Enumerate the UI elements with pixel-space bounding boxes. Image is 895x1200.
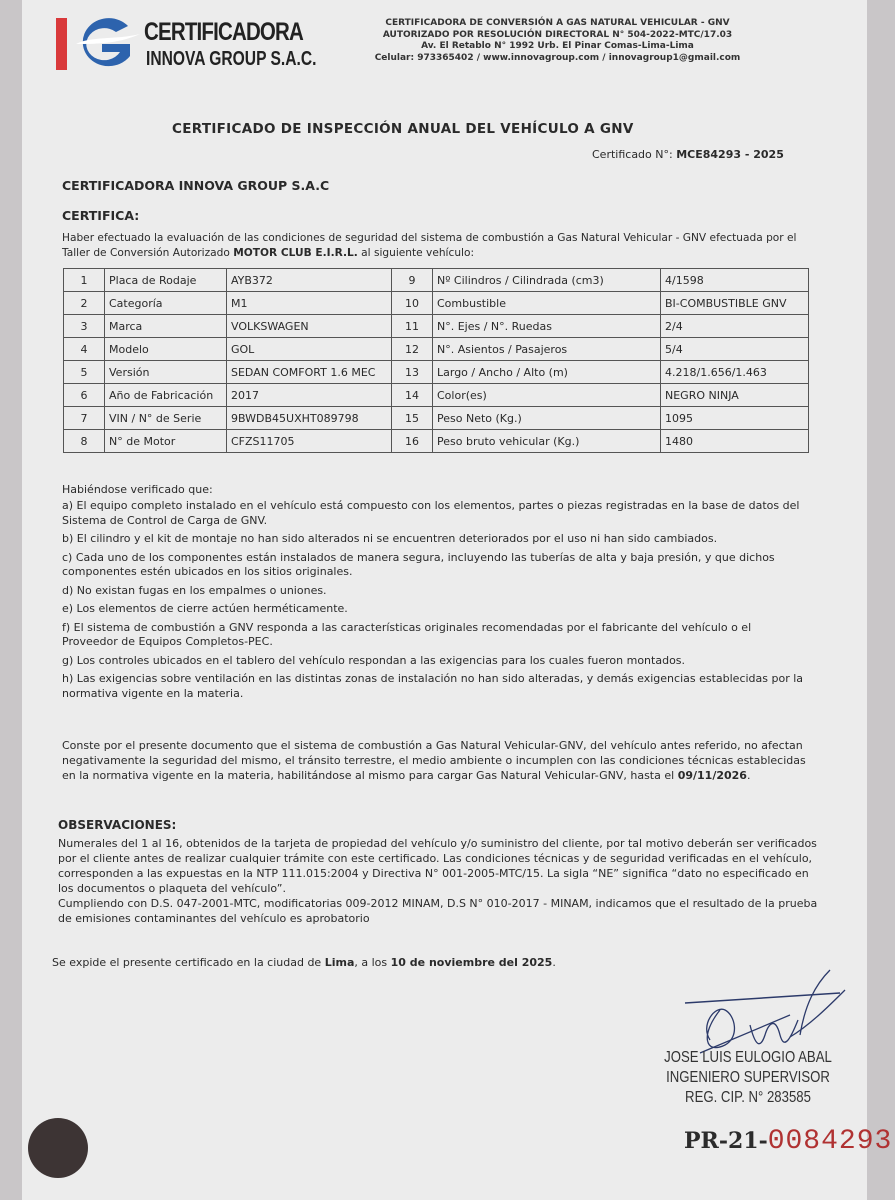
row-number: 6 [64, 384, 105, 407]
condition-item: b) El cilindro y el kit de montaje no han sido alterados ni se encuentren deteriorados por el uso ni han sido cambiados. [62, 532, 718, 545]
field-label: Versión [105, 361, 227, 384]
header-line: Celular: 973365402 / www.innovagroup.com / innovagroup1@gmail.com [374, 52, 741, 63]
punch-hole [28, 1118, 88, 1178]
field-value: SEDAN COMFORT 1.6 MEC [227, 361, 392, 384]
condition-item: g) Los controles ubicados en el tablero del vehículo respondan a las exigencias para los cuales fueron montados. [62, 653, 686, 667]
field-label: Combustible [433, 292, 661, 315]
row-number: 16 [392, 430, 433, 453]
condition-item: e) Los elementos de cierre actúen herméticamente. [62, 602, 348, 615]
row-number: 3 [64, 315, 105, 338]
field-label: Categoría [105, 292, 227, 315]
header-line: CERTIFICADORA DE CONVERSIÓN A GAS NATURAL VEHICULAR - GNV [385, 18, 730, 28]
table-row [64, 315, 809, 338]
observations-heading: OBSERVACIONES: [58, 818, 177, 832]
field-label: N°. Ejes / N°. Ruedas [433, 315, 661, 338]
field-label: Marca [105, 315, 227, 338]
field-label: Placa de Rodaje [105, 269, 227, 292]
company-header-info [330, 18, 785, 64]
row-number: 5 [64, 361, 105, 384]
certificate-number-value: MCE84293 - 2025 [676, 148, 784, 161]
certificate-number-label: Certificado N°: [592, 148, 673, 161]
conditions-list [62, 499, 807, 705]
row-number: 14 [392, 384, 433, 407]
row-number: 7 [64, 407, 105, 430]
table-row [64, 361, 809, 384]
intro-paragraph [62, 231, 802, 260]
field-label: Año de Fabricación [105, 384, 227, 407]
header-line: Av. El Retablo N° 1992 Urb. El Pinar Comas-Lima-Lima [421, 41, 694, 51]
field-label: N°. Asientos / Pasajeros [433, 338, 661, 361]
field-value: CFZS11705 [227, 430, 392, 453]
conste-paragraph [62, 738, 814, 783]
field-value: 9BWDB45UXHT089798 [227, 407, 392, 430]
intro-text-end: al siguiente vehículo: [361, 246, 475, 259]
verified-intro: Habiéndose verificado que: [62, 483, 213, 496]
row-number: 11 [392, 315, 433, 338]
row-number: 9 [392, 269, 433, 292]
field-label: Modelo [105, 338, 227, 361]
certifica-heading: CERTIFICA: [62, 208, 140, 223]
field-value: 1095 [661, 407, 809, 430]
conste-end: . [746, 769, 751, 782]
field-value: GOL [227, 338, 392, 361]
serial-prefix: PR-21- [684, 1128, 768, 1154]
table-row [64, 338, 809, 361]
brand-subname: INNOVA GROUP S.A.C. [146, 48, 317, 70]
certificate-number [592, 148, 784, 161]
table-row [64, 430, 809, 453]
serial-value: 0084293 [767, 1126, 893, 1157]
condition-item: a) El equipo completo instalado en el vehículo está compuesto con los elementos, partes o piezas registradas en la base de datos del Sistema de Control de Carga de GNV. [62, 499, 800, 527]
row-number: 15 [392, 407, 433, 430]
field-label: Largo / Ancho / Alto (m) [433, 361, 661, 384]
condition-item: f) El sistema de combustión a GNV responda a las características originales recomendadas por el fabricante del vehículo o el Proveedor de Equipos Completos-PEC. [62, 620, 752, 648]
field-value: AYB372 [227, 269, 392, 292]
observations-text [58, 836, 818, 926]
field-label: Nº Cilindros / Cilindrada (cm3) [433, 269, 661, 292]
field-value: 2017 [227, 384, 392, 407]
issued-statement [52, 956, 556, 969]
field-label: Color(es) [433, 384, 661, 407]
field-value: 4/1598 [661, 269, 809, 292]
field-value: M1 [227, 292, 392, 315]
field-value: BI-COMBUSTIBLE GNV [661, 292, 809, 315]
observation-paragraph: Cumpliendo con D.S. 047-2001-MTC, modificatorias 009-2012 MINAM, D.S N° 010-2017 - MINAM, indicamos que el resultado de la prueba de emisiones contaminantes del vehículo es aprobatorio [58, 897, 818, 925]
issued-date: 10 de noviembre del 2025 [390, 956, 553, 969]
issued-text: Se expide el presente certificado en la ciudad de [52, 956, 322, 969]
field-label: Peso bruto vehicular (Kg.) [433, 430, 661, 453]
document-title: CERTIFICADO DE INSPECCIÓN ANUAL DEL VEHÍCULO A GNV [172, 121, 634, 137]
field-value: 2/4 [661, 315, 809, 338]
serial-number [684, 1126, 892, 1157]
signer-registration: REG. CIP. N° 283585 [685, 1089, 811, 1106]
signer-block [655, 1048, 842, 1108]
vehicle-data-table [63, 268, 809, 453]
row-number: 1 [64, 269, 105, 292]
table-row [64, 384, 809, 407]
row-number: 8 [64, 430, 105, 453]
header-line: AUTORIZADO POR RESOLUCIÓN DIRECTORAL N° 504-2022-MTC/17.03 [382, 29, 733, 40]
field-value: VOLKSWAGEN [227, 315, 392, 338]
valid-until-date: 09/11/2026 [677, 769, 747, 782]
condition-item: h) Las exigencias sobre ventilación en las distintas zonas de instalación no han sido alteradas, y demás exigencias establecidas por la normativa vigente en la materia. [62, 672, 804, 700]
issued-text-mid: , a los [354, 956, 388, 969]
row-number: 13 [392, 361, 433, 384]
company-name: CERTIFICADORA INNOVA GROUP S.A.C [62, 178, 330, 193]
ig-logo-icon [56, 14, 140, 74]
field-value: 4.218/1.656/1.463 [661, 361, 809, 384]
table-row [64, 407, 809, 430]
signer-name: JOSE LUIS EULOGIO ABAL [664, 1049, 832, 1066]
field-value: 1480 [661, 430, 809, 453]
intro-text: Haber efectuado la evaluación de las condiciones de seguridad del sistema de combustión a Gas Natural Vehicular - GNV efectuada por el Taller de Conversión Autorizado [62, 232, 797, 259]
workshop-name: MOTOR CLUB E.I.R.L. [233, 246, 358, 259]
field-value: NEGRO NINJA [661, 384, 809, 407]
table-row [64, 292, 809, 315]
condition-item: d) No existan fugas en los empalmes o uniones. [62, 583, 327, 597]
brand-name: CERTIFICADORA [144, 18, 304, 46]
row-number: 4 [64, 338, 105, 361]
row-number: 10 [392, 292, 433, 315]
signer-role: INGENIERO SUPERVISOR [666, 1069, 830, 1086]
field-label: N° de Motor [105, 430, 227, 453]
field-label: Peso Neto (Kg.) [433, 407, 661, 430]
table-row [64, 269, 809, 292]
conste-text: Conste por el presente documento que el sistema de combustión a Gas Natural Vehicular-GNV, del vehículo antes referido, no afectan negativamente la seguridad del mismo, el tránsito terrestre, el medio ambiente o incumplen con las condiciones técnicas establecidas en la normativa vigente en la materia, habilitándose al mismo para cargar Gas Natural Vehicular-GNV, hasta el [62, 739, 806, 782]
issued-end: . [552, 956, 556, 969]
field-value: 5/4 [661, 338, 809, 361]
row-number: 2 [64, 292, 105, 315]
field-label: VIN / N° de Serie [105, 407, 227, 430]
issued-city: Lima [324, 956, 355, 969]
observation-paragraph: Numerales del 1 al 16, obtenidos de la tarjeta de propiedad del vehículo y/o suministro del cliente, por tal motivo deberán ser verificados por el cliente antes de realizar cualquier trámite con este certificado. Las condiciones técnicas y de seguridad verificadas en el vehículo, corresponden a las expuestas en la NTP 111.015:2004 y Directiva N° 001-2005-MTC/15. La sigla “NE” significa “dato no especificado en los documentos o plaqueta del vehículo”. [58, 837, 817, 895]
row-number: 12 [392, 338, 433, 361]
company-logo [56, 14, 317, 78]
condition-item: c) Cada uno de los componentes están instalados de manera segura, incluyendo las tuberías de alta y baja presión, y que dichos componentes estén ubicados en los sitios originales. [62, 550, 775, 578]
